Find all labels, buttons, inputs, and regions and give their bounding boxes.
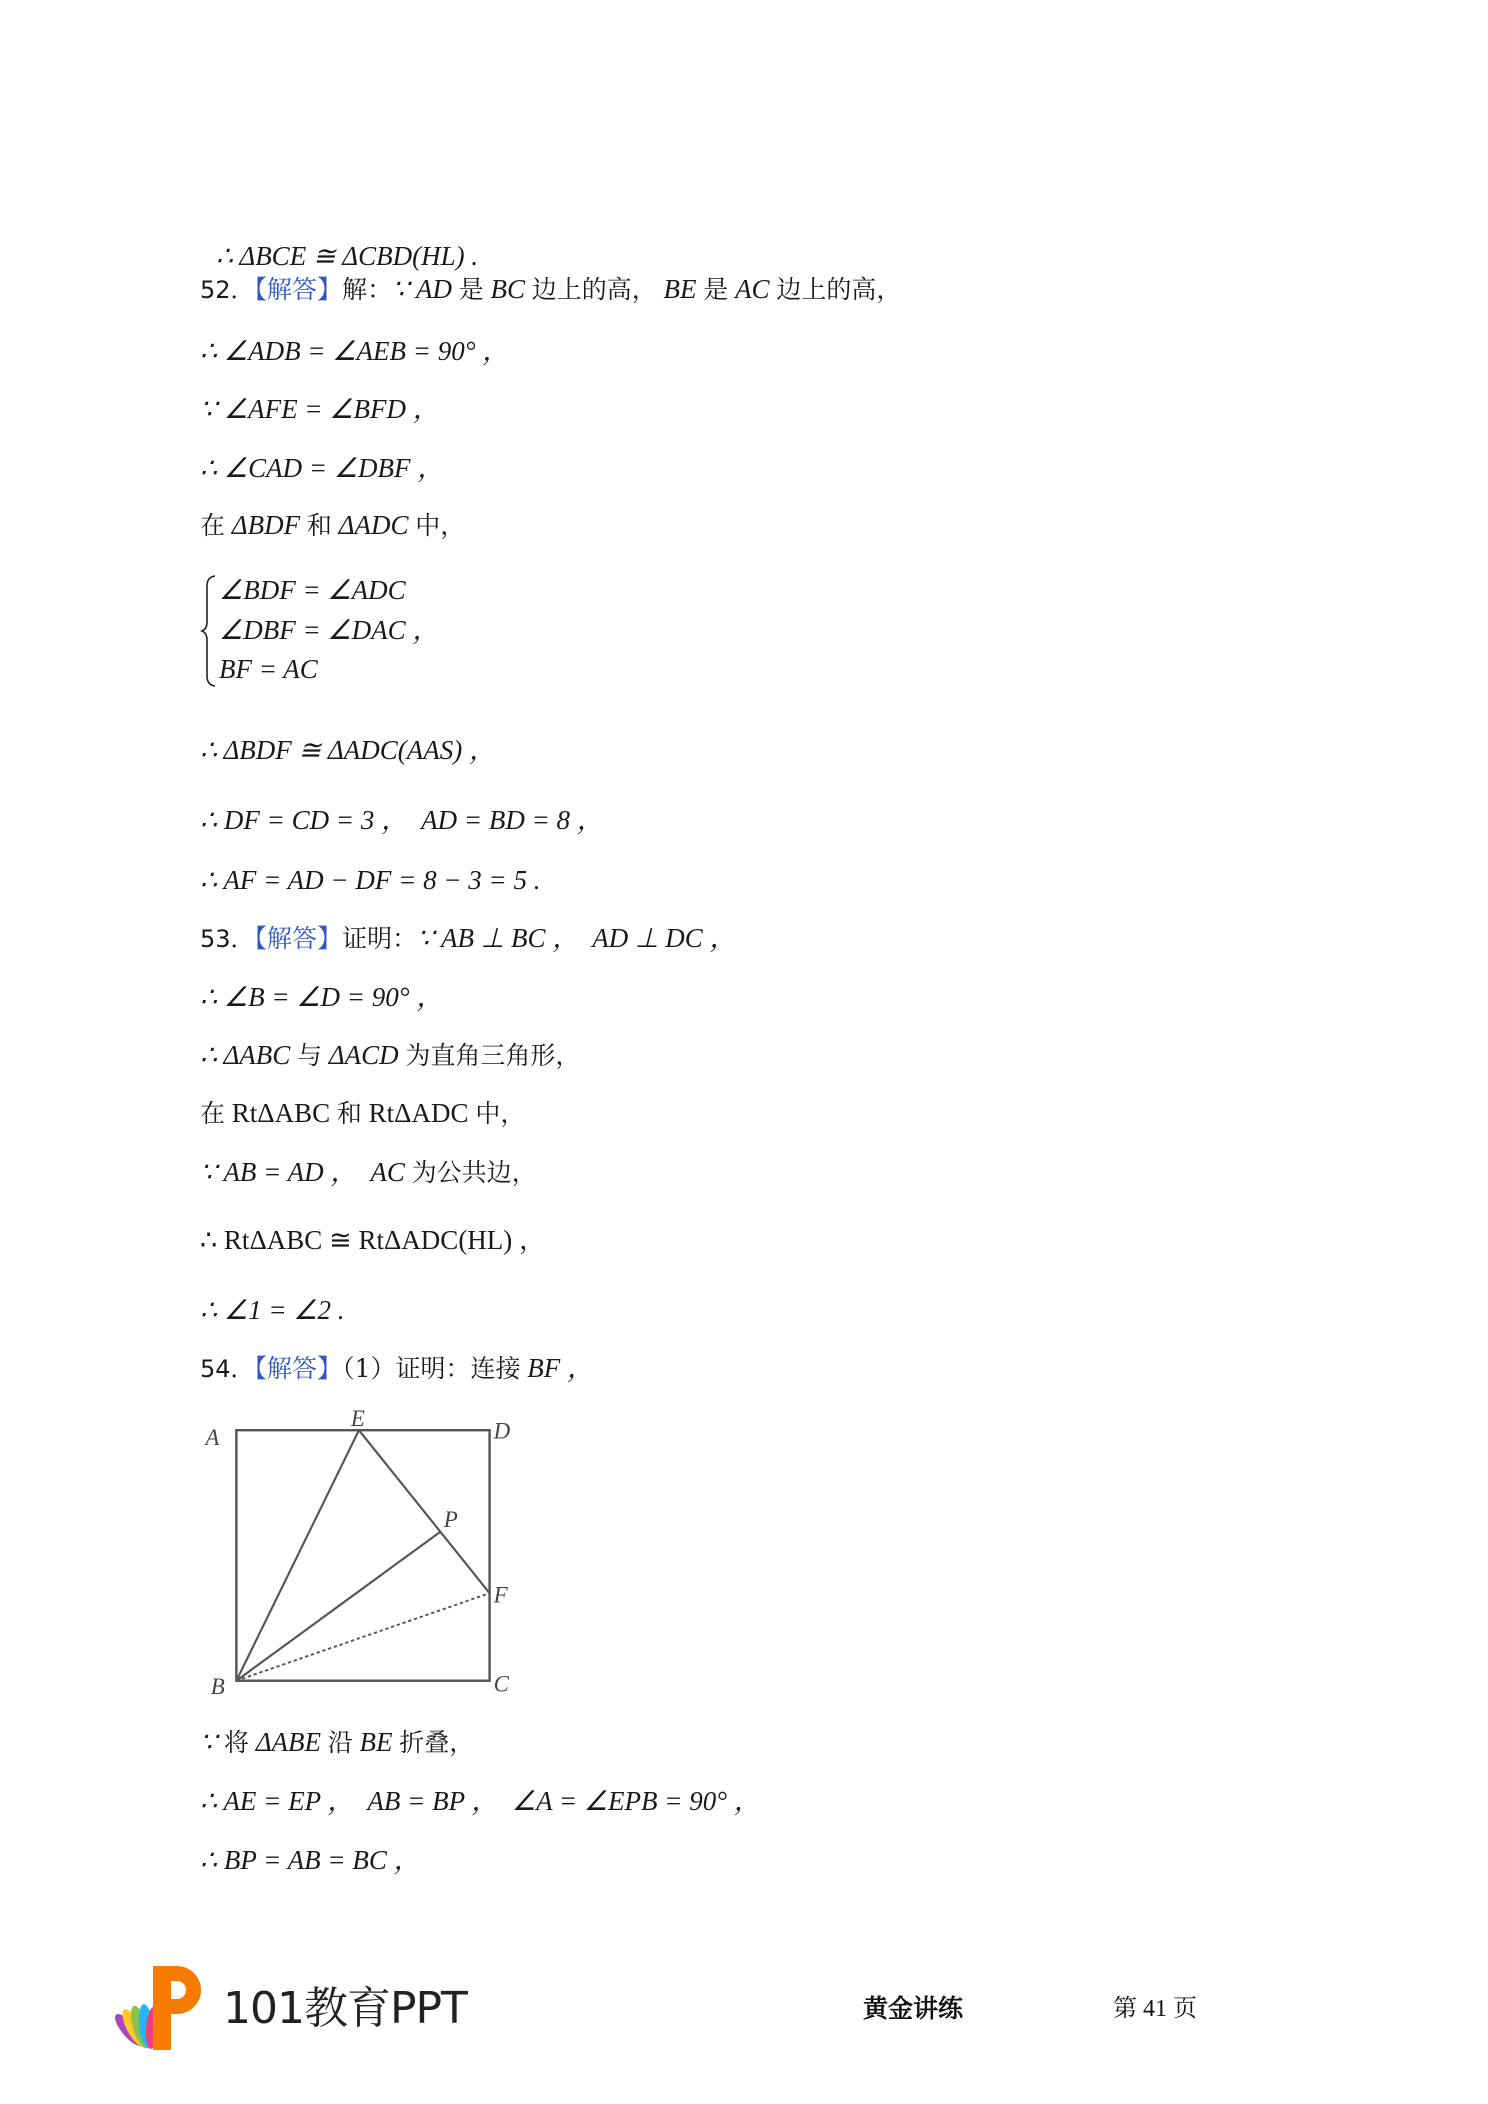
footer-title: 黄金讲练 (863, 1994, 964, 2023)
text: 与 (297, 1041, 323, 1070)
problem-number: 52． (200, 276, 255, 304)
math-text: RtΔABC (225, 1098, 337, 1128)
math-text: ∴ ΔBCE ≅ ΔCBD(HL) . (215, 241, 479, 271)
math-text: BE (656, 274, 704, 304)
text: 是 (703, 275, 729, 304)
point-label-f: F (493, 1582, 508, 1608)
answer-tag: 【解答】 (254, 1354, 343, 1383)
left-brace (200, 574, 218, 688)
solution-line (200, 507, 465, 543)
text: 将 (223, 1728, 249, 1757)
brace-condition (219, 612, 439, 648)
math-text: ∴ ∠B = ∠D = 90° ， (200, 982, 444, 1012)
math-text: ∠DBF = ∠DAC ， (219, 615, 440, 645)
math-text: ∴ ∠1 = ∠2 . (200, 1295, 345, 1325)
math-text: ∴ ∠CAD = ∠DBF ， (200, 453, 445, 483)
solution-line (200, 1292, 345, 1328)
math-text: ∠BDF = ∠ADC (219, 575, 406, 605)
solution-line (200, 1037, 580, 1073)
segment-bp (236, 1531, 441, 1681)
text: 中， (415, 511, 466, 540)
solution-line (200, 1154, 537, 1190)
math-text: ∵ AB ⊥ BC ， AD ⊥ DC ， (417, 923, 737, 953)
problem-number: 54． (200, 1355, 255, 1383)
text: （1）证明：连接 (342, 1354, 521, 1383)
text: 解： (342, 275, 393, 304)
math-text: ∵ (200, 1727, 224, 1757)
brand-name: 101教育PPT (223, 1983, 467, 2034)
solution-line (200, 1724, 474, 1760)
text: 为公共边， (411, 1158, 537, 1187)
math-text: ΔABE (248, 1727, 328, 1757)
math-text: RtΔADC (361, 1098, 476, 1128)
segment-bf-dashed (236, 1593, 489, 1681)
answer-tag: 【解答】 (254, 924, 343, 953)
math-text: ∴ ΔBDF ≅ ΔADC(AAS) ， (200, 735, 496, 765)
point-label-b: B (210, 1674, 225, 1700)
square-abcd (236, 1430, 489, 1681)
text: 边上的高， (776, 275, 902, 304)
point-label-c: C (493, 1671, 509, 1697)
problem-52-header (200, 271, 901, 307)
problem-54-header (200, 1350, 594, 1386)
segment-ef (359, 1430, 490, 1593)
answer-tag: 【解答】 (254, 275, 343, 304)
text: 是 (458, 275, 484, 304)
math-text: BE (352, 1727, 400, 1757)
solution-line (200, 1842, 421, 1878)
math-text: ∴ ∠ADB = ∠AEB = 90° ， (200, 336, 510, 366)
text: 中， (475, 1099, 526, 1128)
text: 边上的高， (531, 275, 657, 304)
solution-line (200, 391, 440, 427)
math-text: AC (728, 274, 777, 304)
math-text: BF = AC (219, 654, 318, 684)
math-text: ∵ AD (392, 274, 459, 304)
problem-53-header (200, 920, 737, 956)
segment-be (236, 1430, 359, 1681)
math-text: ∴ ΔABC (200, 1040, 298, 1070)
math-text: ΔADC (331, 510, 416, 540)
problem-number: 53． (200, 925, 255, 953)
solution-line (200, 1222, 546, 1258)
math-text: ∴ RtΔABC ≅ RtΔADC(HL) ， (200, 1225, 547, 1255)
solution-line (200, 333, 509, 369)
solution-line (200, 802, 604, 838)
math-text: ΔBDF (225, 510, 307, 540)
math-text: ∴ DF = CD = 3 ， AD = BD = 8 ， (200, 805, 604, 835)
text: 折叠， (399, 1728, 475, 1757)
math-text: ∴ AE = EP ， AB = BP ， ∠A = ∠EPB = 90° ， (200, 1786, 761, 1816)
brace-condition (219, 651, 318, 687)
page-number: 第 41 页 (1113, 1996, 1197, 2022)
text: 在 (200, 511, 226, 540)
solution-line (200, 862, 541, 898)
point-label-d: D (493, 1418, 511, 1444)
math-text: ∵ ∠AFE = ∠BFD ， (200, 394, 440, 424)
math-text: BF ， (520, 1353, 594, 1383)
solution-line (200, 1095, 525, 1131)
math-text: BC (483, 274, 532, 304)
point-label-a: A (205, 1425, 220, 1451)
math-text: ΔACD (322, 1040, 406, 1070)
text: 证明： (342, 924, 418, 953)
solution-line (200, 202, 479, 271)
brand-logo-icon (115, 1958, 205, 2056)
logo-p-shape (153, 1966, 201, 2050)
solution-line (200, 979, 443, 1015)
point-label-p: P (443, 1507, 458, 1533)
text: 和 (306, 511, 332, 540)
math-text: ∴ BP = AB = BC ， (200, 1845, 421, 1875)
text: 为直角三角形， (405, 1041, 581, 1070)
text: 和 (336, 1099, 362, 1128)
math-text: ∴ AF = AD − DF = 8 − 3 = 5 . (200, 865, 541, 895)
text: 在 (200, 1099, 226, 1128)
text: 沿 (327, 1728, 353, 1757)
brace-condition (219, 572, 406, 608)
solution-line (200, 450, 444, 486)
solution-line (200, 1783, 761, 1819)
solution-line (200, 732, 496, 768)
math-text: ∵ AB = AD ， AC (200, 1157, 412, 1187)
left-brace-path (202, 576, 215, 686)
point-label-e: E (350, 1410, 365, 1432)
square-fold-figure (200, 1410, 530, 1709)
